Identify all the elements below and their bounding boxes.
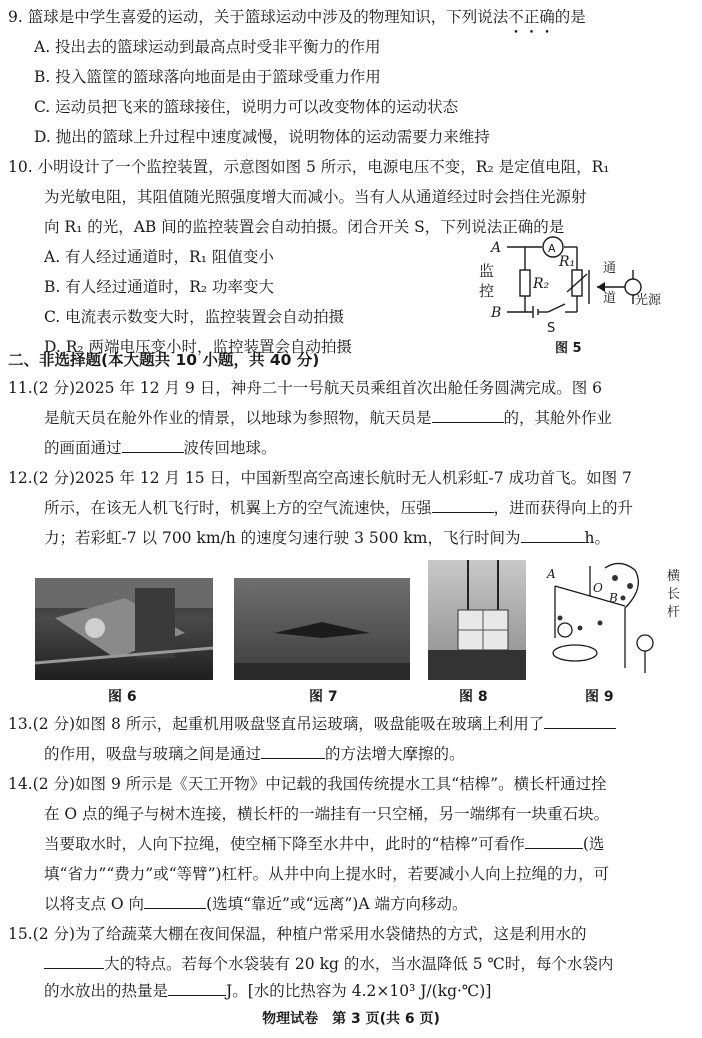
q11-line-1: 11.(2 分)2025 年 12 月 9 日，神舟二十一号航天员乘组首次出舱任务圆满完成。图 6 [8, 379, 602, 397]
q10-stem-line-2: 为光敏电阻，其阻值随光照强度增大而减小。当有人从通道经过时会挡住光源射 [44, 188, 587, 206]
q9-option-d: D. 抛出的篮球上升过程中速度减慢，说明物体的运动需要力来维持 [34, 128, 490, 146]
fig9-label-a: A [547, 567, 556, 581]
q13-blank-1[interactable] [544, 714, 616, 729]
fig5-ammeter-label: A [548, 242, 556, 255]
q11-line-2: 是航天员在舱外作业的情景，以地球为参照物，航天员是 的，其舱外作业 [44, 409, 613, 427]
q12-line-3: 力；若彩虹-7 以 700 km/h 的速度匀速行驶 3 500 km，飞行时间为 h。 [44, 529, 610, 547]
q15-blank-2[interactable] [168, 981, 226, 996]
q9-option-c: C. 运动员把飞来的篮球接住，说明力可以改变物体的运动状态 [34, 98, 459, 116]
q10-stem-line-1: 10. 小明设计了一个监控装置，示意图如图 5 所示，电源电压不变，R₂ 是定值电阻，R₁ [8, 158, 610, 176]
q14-line-3: 当要取水时，人向下拉绳，使空桶下降至水井中，此时的“桔槔”可看作 (选 [44, 835, 605, 853]
fig9-label-b: B [609, 591, 618, 605]
fig5-label-a: A [491, 240, 502, 256]
q13-blank-2[interactable] [261, 744, 325, 759]
q9-option-b: B. 投入篮筐的篮球落向地面是由于篮球受重力作用 [34, 68, 381, 86]
q11-blank-1[interactable] [432, 408, 504, 423]
q14-line-5: 以将支点 O 向 (选填“靠近”或“远离”)A 端方向移动。 [44, 895, 468, 913]
figure-6-caption: 图 6 [108, 689, 137, 705]
fig9-bar-label-2: 长 [667, 587, 681, 602]
q13-line-1: 13.(2 分)如图 8 所示，起重机用吸盘竖直吊运玻璃，吸盘能吸在玻璃上利用了 [8, 714, 616, 734]
fig5-r2-label: R₂ [533, 276, 550, 292]
fig5-channel-1: 通 [603, 261, 617, 276]
q14-line-2: 在 O 点的绳子与树木连接，横长杆的一端挂有一只空桶，另一端绑有一块重石块。 [44, 805, 610, 823]
q13-line-2: 的作用，吸盘与玻璃之间是通过 的方法增大摩擦的。 [44, 745, 465, 763]
q10-option-c: C. 电流表示数变大时，监控装置会自动拍摄 [44, 308, 345, 326]
q10-option-b: B. 有人经过通道时，R₂ 功率变大 [44, 278, 275, 296]
fig5-caption: 图 5 [555, 341, 582, 356]
q9-option-a: A. 投出去的篮球运动到最高点时受非平衡力的作用 [34, 38, 381, 56]
q14-line-4: 填“省力”“费力”或“等臂”)杠杆。从井中向上提水时，若要减小人向上拉绳的力，可 [44, 865, 610, 883]
fig9-bar-label-3: 杆 [667, 605, 681, 620]
section-2-heading: 二、非选择题(本大题共 10 小题，共 40 分) [8, 351, 320, 369]
q12-blank-1[interactable] [432, 498, 494, 513]
fig9-bar-label-1: 横 [667, 569, 681, 584]
q12-line-1: 12.(2 分)2025 年 12 月 15 日，中国新型高空高速长航时无人机彩虹-7 成功首飞。如图 7 [8, 469, 632, 487]
fig9-label-o: O [593, 581, 603, 595]
q10-option-a: A. 有人经过通道时，R₁ 阻值变小 [44, 248, 274, 266]
q15-line-2: 大的特点。若每个水袋装有 20 kg 的水，当水温降低 5 ℃时，每个水袋内 [44, 954, 613, 974]
q15-line-3: 的水放出的热量是 J。[水的比热容为 4.2×10³ J/(kg·℃)] [44, 982, 492, 1000]
figure-7-caption: 图 7 [309, 689, 338, 705]
fig5-label-b: B [491, 305, 502, 321]
fig5-switch-label: S [547, 321, 556, 336]
figure-9-drawing [545, 558, 685, 682]
q9-stem: 9. 篮球是中学生喜爱的运动，关于篮球运动中涉及的物理知识，下列说法不正确的是 [8, 8, 586, 26]
figure-5-circuit [479, 232, 685, 362]
q14-blank-1[interactable] [525, 834, 583, 849]
figure-6-photo [35, 578, 213, 680]
q15-blank-1[interactable] [44, 954, 104, 969]
q10-option-d: D. R₂ 两端电压变小时，监控装置会自动拍摄 [44, 338, 353, 356]
figure-9-caption: 图 9 [585, 689, 614, 705]
fig5-light-label: 光源 [635, 293, 662, 308]
fig5-channel-2: 道 [603, 291, 617, 306]
q11-blank-2[interactable] [122, 438, 184, 453]
figure-7-photo [234, 578, 410, 680]
figure-8-caption: 图 8 [459, 689, 488, 705]
q10-stem-line-3: 向 R₁ 的光，AB 间的监控装置会自动拍摄。闭合开关 S，下列说法正确的是 [44, 218, 565, 236]
q15-line-1: 15.(2 分)为了给蔬菜大棚在夜间保温，种植户常采用水袋储热的方式，这是利用水的 [8, 925, 587, 943]
figure-8-photo [428, 560, 526, 680]
q12-blank-2[interactable] [521, 528, 585, 543]
q11-line-3: 的画面通过 波传回地球。 [44, 439, 277, 457]
fig5-monitor-2: 控 [479, 282, 495, 300]
q12-line-2: 所示，在该无人机飞行时，机翼上方的空气流速快，压强 ，进而获得向上的升 [44, 499, 634, 517]
fig5-monitor-1: 监 [479, 262, 495, 280]
q14-line-1: 14.(2 分)如图 9 所示是《天工开物》中记载的我国传统提水工具“桔槔”。横长杆通过拴 [8, 775, 607, 793]
page-footer: 物理试卷 第 3 页(共 6 页) [262, 1011, 440, 1027]
q14-blank-2[interactable] [144, 894, 206, 909]
fig5-r1-label: R₁ [559, 254, 576, 270]
